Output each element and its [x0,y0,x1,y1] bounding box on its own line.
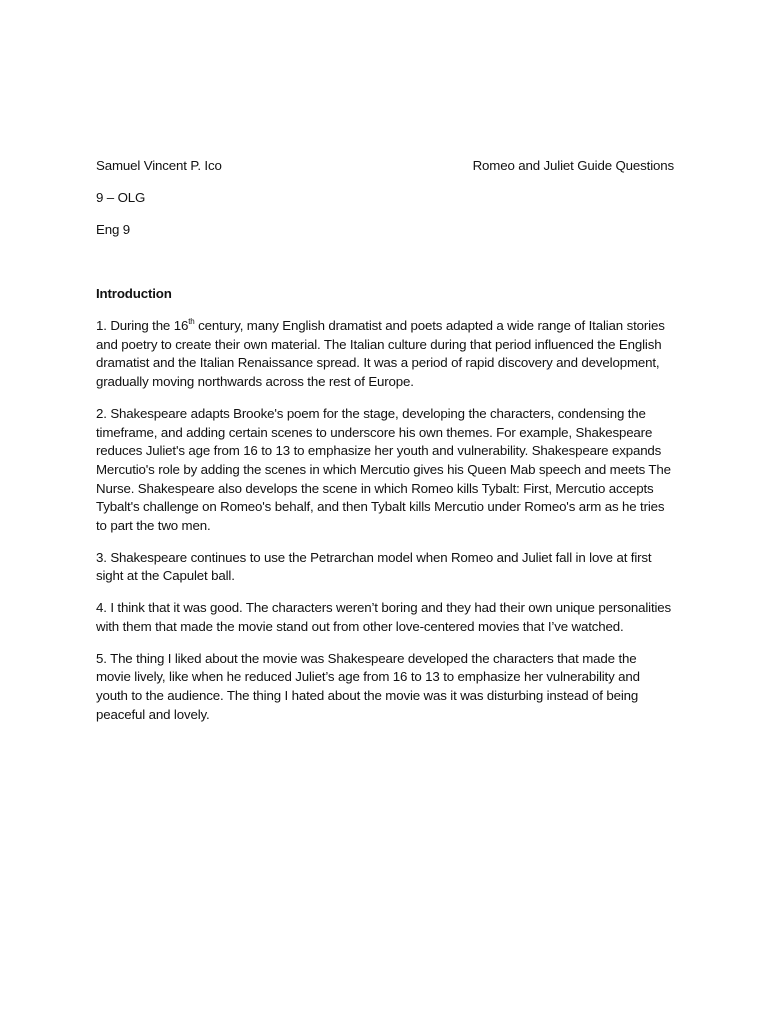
paragraph-3: 3. Shakespeare continues to use the Petrarchan model when Romeo and Juliet fall in love at first sight at the Capulet ball. [96,549,652,584]
document-page [96,157,674,724]
paragraph-1 [96,317,674,392]
document-title: Romeo and Juliet Guide Questions [472,158,674,173]
paragraph-5: 5. The thing I liked about the movie was Shakespeare developed the characters that made the movie lively, like when he reduced Juliet’s age from 16 to 13 to emphasize her vulnerability and youth to the audience. The thing I hated about the movie was it was disturbing instead of being peaceful and lovely. [96,650,640,722]
paragraph-1-rest: century, many English dramatist and poets adapted a wide range of Italian stories and poetry to create their own material. The Italian culture during that period influenced the English dramatist and the Italian Renaissance spread. It was a period of rapid discovery and development, gradually moving northwards across the rest of Europe. [96,318,665,390]
section-heading: Introduction [96,286,172,301]
paragraph-4: 4. I think that it was good. The characters weren’t boring and they had their own unique personalities with them that made the movie stand out from other love-centered movies that I’ve watched. [96,600,672,634]
ordinal-superscript: th [188,316,195,326]
section-line: 9 – OLG [96,190,146,205]
header-row [96,157,674,176]
author-name: Samuel Vincent P. Ico [96,158,222,173]
paragraph-1-start: 1. During the 16 [96,318,189,333]
course-line: Eng 9 [96,222,130,237]
paragraph-2: 2. Shakespeare adapts Brooke's poem for the stage, developing the characters, condensing the timeframe, and adding certain scenes to underscore his own themes. For example, Shakespeare reduces Juliet's age from 16 to 13 to emphasize her youth and vulnerability. Shakespeare expands Mercutio's role by adding the scenes in which Mercutio gives his Queen Mab speech and meets The Nurse. Shakespeare also develops the scene in which Romeo kills Tybalt: First, Mercutio accepts Tybalt's challenge on Romeo's behalf, and then Tybalt kills Mercutio under Romeo's arm as he tries to part the two men. [96,405,671,534]
